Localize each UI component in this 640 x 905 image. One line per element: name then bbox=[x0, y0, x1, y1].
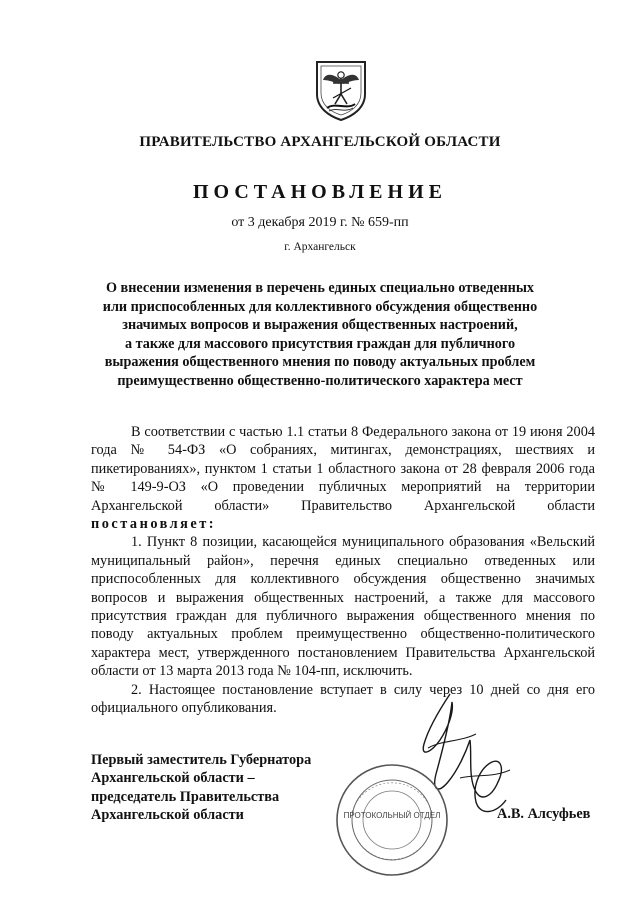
stamp-text: ПРОТОКОЛЬНЫЙ ОТДЕЛ bbox=[343, 811, 441, 820]
position-line: Архангельской области – bbox=[91, 770, 255, 787]
title-line: значимых вопросов и выражения общественных настроений, bbox=[122, 317, 518, 334]
item-2-paragraph: 2. Настоящее постановление вступает в силу через 10 дней со дня его официального опубликования. bbox=[91, 681, 595, 717]
position-line: Архангельской области bbox=[91, 807, 244, 824]
item-1-paragraph: 1. Пункт 8 позиции, касающейся муниципального образования «Вельский муниципальный район», перечня единых специально отведенных или приспособленных для коллективного обсуждения общественно значимых вопросов и выражения общественных настроений, а также для массового присутствия граждан для публичного выражения общественного мнения по поводу актуальных проблем преимущественно общественно-политического характера мест, утвержденного постановлением Правительства Архангельской области от 13 марта 2013 года № 104-пп, исключить. bbox=[91, 534, 595, 680]
preamble-text: В соответствии с частью 1.1 статьи 8 Федерального закона от 19 июня 2004 года № 54-ФЗ «О собраниях, митингах, демонстрациях, шествиях и пикетированиях», пунктом 1 статьи 1 областного закона от 28 февраля 2006 года № 149-9-ОЗ «О проведении публичных мероприятий на территории Архангельской области» Правительство Архангельской области bbox=[91, 424, 595, 514]
title-line: а также для массового присутствия граждан для публичного bbox=[124, 335, 516, 352]
signatory-position bbox=[91, 751, 311, 825]
document-body bbox=[91, 423, 595, 718]
title-line: преимущественно общественно-политического характера мест bbox=[117, 372, 523, 389]
preamble-paragraph bbox=[91, 423, 595, 533]
title-line: или приспособленных для коллективного обсуждения общественно bbox=[102, 298, 538, 315]
government-name: ПРАВИТЕЛЬСТВО АРХАНГЕЛЬСКОЙ ОБЛАСТИ bbox=[139, 134, 501, 150]
signatory-name: А.В. Алсуфьев bbox=[497, 806, 591, 822]
title-line: О внесении изменения в перечень единых специально отведенных bbox=[105, 280, 535, 296]
document-city: г. Архангельск bbox=[284, 241, 356, 253]
document-title bbox=[90, 279, 550, 391]
protocol-stamp-icon bbox=[332, 760, 452, 880]
title-line: выражения общественного мнения по поводу актуальных проблем bbox=[104, 354, 536, 371]
document-type: ПОСТАНОВЛЕНИЕ bbox=[193, 181, 447, 203]
document-date-number: от 3 декабря 2019 г. № 659-пп bbox=[231, 215, 409, 230]
position-line: Первый заместитель Губернатора bbox=[91, 752, 312, 768]
decree-word: постановляет: bbox=[91, 516, 217, 533]
position-line: председатель Правительства bbox=[91, 788, 280, 805]
coat-of-arms-icon bbox=[313, 58, 369, 122]
